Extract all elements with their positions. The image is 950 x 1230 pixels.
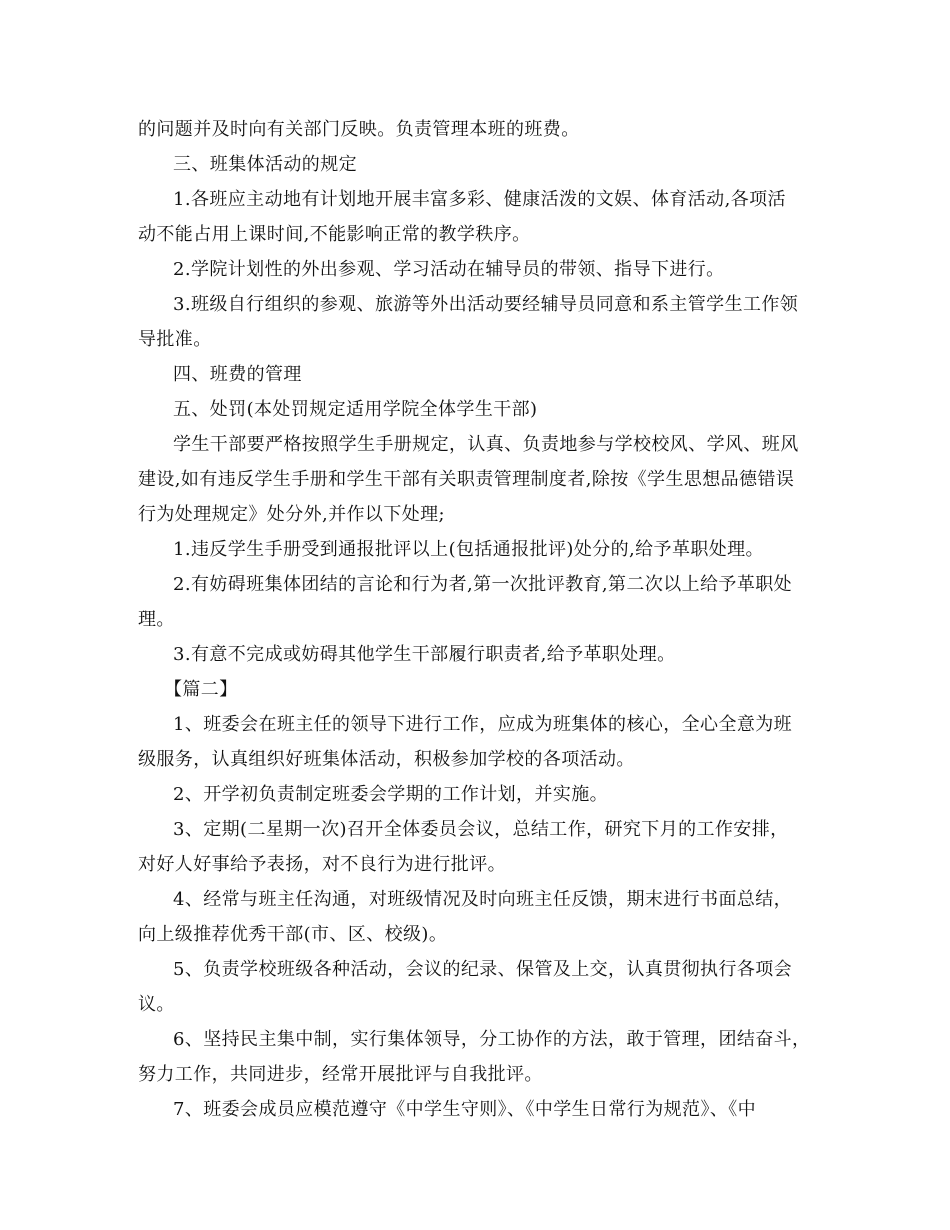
paragraph-line: 1.各班应主动地有计划地开展丰富多彩、健康活泼的文娱、体育活动,各项活 xyxy=(173,189,786,210)
paragraph-line: 动不能占用上课时间,不能影响正常的教学秩序。 xyxy=(138,224,531,245)
paragraph-line: 2、开学初负责制定班委会学期的工作计划，并实施。 xyxy=(173,784,609,805)
paragraph-line: 3.有意不完成或妨碍其他学生干部履行职责者,给予革职处理。 xyxy=(173,644,676,665)
paragraph-line: 导批准。 xyxy=(138,329,212,350)
paragraph-line: 对好人好事给予表扬，对不良行为进行批评。 xyxy=(138,854,506,875)
section-heading: 【篇二】 xyxy=(164,679,238,700)
paragraph-line: 7、班委会成员应模范遵守《中学生守则》、《中学生日常行为规范》、《中 xyxy=(173,1099,757,1120)
paragraph-line: 努力工作，共同进步，经常开展批评与自我批评。 xyxy=(138,1064,543,1085)
paragraph-line: 学生干部要严格按照学生手册规定，认真、负责地参与学校校风、学风、班风 xyxy=(173,434,799,455)
paragraph-line: 建设,如有违反学生手册和学生干部有关职责管理制度者,除按《学生思想品德错误 xyxy=(138,469,795,490)
section-heading: 三、班集体活动的规定 xyxy=(173,154,357,175)
paragraph-line: 的问题并及时向有关部门反映。负责管理本班的班费。 xyxy=(138,119,580,140)
paragraph-line: 1.违反学生手册受到通报批评以上(包括通报批评)处分的,给予革职处理。 xyxy=(173,539,764,560)
paragraph-line: 4、经常与班主任沟通，对班级情况及时向班主任反馈，期末进行书面总结， xyxy=(173,889,793,910)
paragraph-line: 5、负责学校班级各种活动，会议的纪录、保管及上交，认真贯彻执行各项会 xyxy=(173,959,793,980)
paragraph-line: 1、班委会在班主任的领导下进行工作，应成为班集体的核心，全心全意为班 xyxy=(173,714,793,735)
paragraph-line: 理。 xyxy=(138,609,175,630)
document-body xyxy=(138,112,818,1127)
paragraph-line: 6、坚持民主集中制，实行集体领导，分工协作的方法，敢于管理，团结奋斗， xyxy=(173,1029,811,1050)
section-heading: 四、班费的管理 xyxy=(173,364,302,385)
paragraph-line: 3、定期(二星期一次)召开全体委员会议，总结工作，研究下月的工作安排， xyxy=(173,819,789,840)
paragraph-line: 2.有妨碍班集体团结的言论和行为者,第一次批评教育,第二次以上给予革职处 xyxy=(173,574,793,595)
paragraph-line: 行为处理规定》处分外,并作以下处理; xyxy=(138,504,445,525)
paragraph-line: 向上级推荐优秀干部(市、区、校级)。 xyxy=(138,924,448,945)
paragraph-line: 3.班级自行组织的参观、旅游等外出活动要经辅导员同意和系主管学生工作领 xyxy=(173,294,799,315)
section-heading: 五、处罚(本处罚规定适用学院全体学生干部) xyxy=(173,399,538,420)
paragraph-line: 级服务，认真组织好班集体活动，积极参加学校的各项活动。 xyxy=(138,749,635,770)
paragraph-line: 2.学院计划性的外出参观、学习活动在辅导员的带领、指导下进行。 xyxy=(173,259,725,280)
paragraph-line: 议。 xyxy=(138,994,175,1015)
